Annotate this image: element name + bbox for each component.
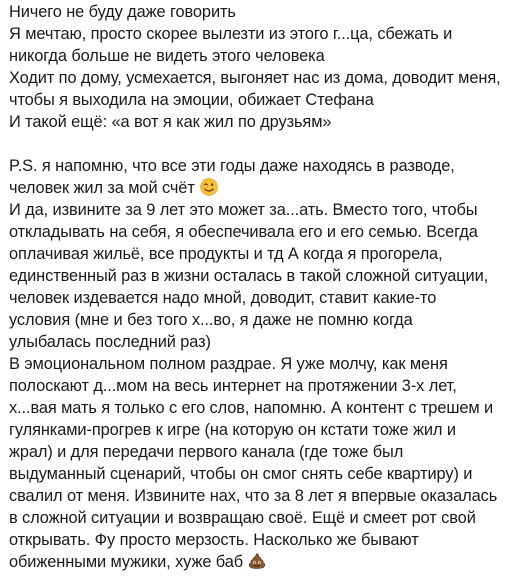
text-line: выдуманный сценарий, чтобы он смог снять себе квартиру) и [9, 465, 473, 483]
text-line-with-emoji [9, 177, 525, 199]
text-line: в сложной ситуации и возвращаю своё. Ещё и смеет рот свой [9, 509, 476, 527]
text-line: единственный раз в жизни осталась в такой сложной ситуации, [9, 267, 489, 285]
text-line: откладывать на себя, я обеспечивала его и его семью. Всегда [9, 223, 478, 241]
text-line: оплачивая жильё, все продукты и тд А когда я прогорела, [9, 245, 443, 263]
text-line: улыбалась последний раз) [9, 333, 211, 351]
text-line: P.S. я напомню, что все эти годы даже находясь в разводе, [9, 157, 455, 175]
text-line-with-emoji [9, 551, 525, 573]
paragraph-gap [9, 133, 525, 155]
text-line: открывать. Фу просто мерзость. Насколько же бывают [9, 531, 419, 549]
text-line: чтобы я выходила на эмоции, обижает Стефана [9, 91, 374, 109]
text-line: гулянками-прогрев к игре (на которую он кстати тоже жил и [9, 421, 456, 439]
text-fragment: человек жил за мой счёт [9, 179, 195, 197]
text-line: В эмоциональном полном раздрае. Я уже молчу, как меня [9, 355, 448, 373]
text-line: человек издевается надо мной, доводит, ставит какие-то [9, 289, 437, 307]
text-line: х...вая мать я только с его слов, напомню. А контент с трешем и [9, 399, 494, 417]
text-line: полоскают д...мом на весь интернет на протяжении 3-х лет, [9, 377, 457, 395]
text-line: свалил от меня. Извините нах, что за 8 лет я впервые оказалась [9, 487, 498, 505]
text-line: жрал) и для передачи первого канала (где тоже был [9, 443, 404, 461]
pile-of-poo-emoji-icon [248, 552, 266, 576]
text-fragment: обиженными мужики, хуже баб [9, 553, 244, 571]
text-line: И такой ещё: «а вот я как жил по друзьям» [9, 113, 332, 131]
text-line: условия (мне и без того х...во, я даже не помню когда [9, 311, 413, 329]
text-line: И да, извините за 9 лет это может за...ать. Вместо того, чтобы [9, 201, 478, 219]
text-line: никогда больше не видеть этого человека [9, 47, 325, 65]
text-line: Ничего не буду даже говорить [9, 3, 236, 21]
text-line: Ходит по дому, усмехается, выгоняет нас из дома, доводит меня, [9, 69, 501, 87]
text-line: Я мечтаю, просто скорее вылезти из этого г...ца, сбежать и [9, 25, 453, 43]
